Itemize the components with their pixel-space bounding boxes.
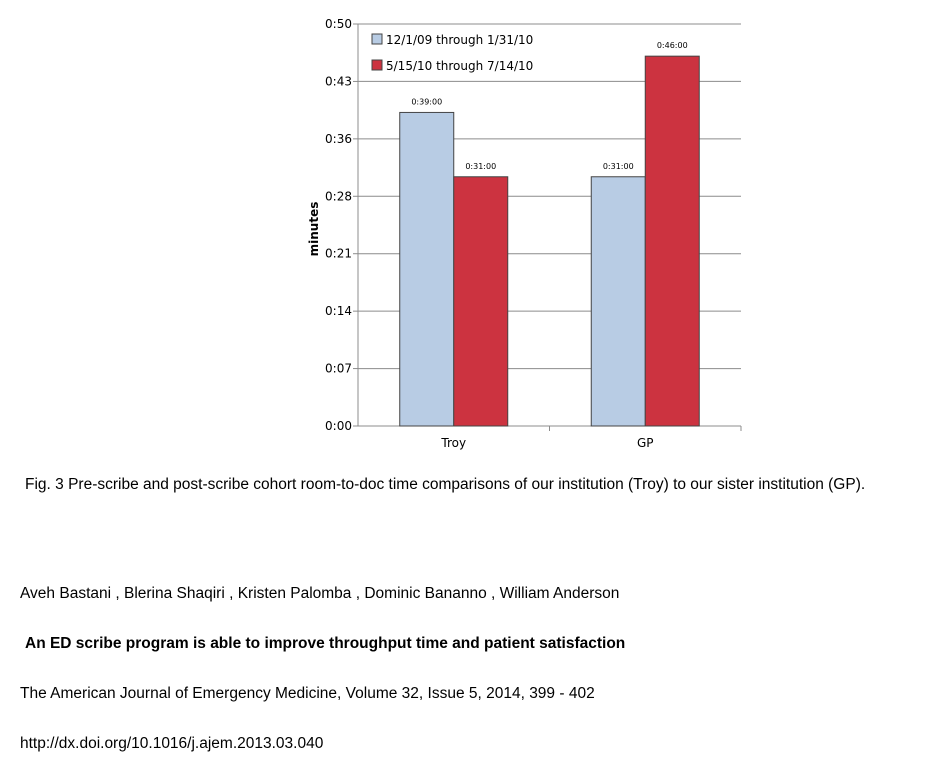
data-label: 0:31:00 bbox=[602, 161, 634, 171]
data-label: 0:46:00 bbox=[656, 41, 688, 51]
y-tick-label: 0:14 bbox=[325, 304, 352, 319]
legend-label: 12/1/09 through 1/31/10 bbox=[386, 33, 534, 47]
legend-swatch bbox=[372, 60, 382, 70]
bar bbox=[645, 56, 699, 426]
x-tick-label: Troy bbox=[441, 436, 467, 450]
y-tick-label: 0:21 bbox=[325, 246, 352, 261]
y-tick-label: 0:43 bbox=[325, 74, 352, 89]
y-tick-label: 0:36 bbox=[325, 131, 352, 146]
author-list: Aveh Bastani , Blerina Shaqiri , Kristen Palomba , Dominic Bananno , William Anderson bbox=[20, 585, 620, 602]
y-tick-label: 0:00 bbox=[325, 419, 352, 433]
paper-title: An ED scribe program is able to improve throughput time and patient satisfaction bbox=[25, 635, 626, 652]
bar bbox=[400, 112, 454, 426]
doi-link[interactable]: http://dx.doi.org/10.1016/j.ajem.2013.03.040 bbox=[20, 735, 324, 752]
y-axis-label: minutes bbox=[307, 201, 321, 257]
bar bbox=[454, 177, 508, 426]
bar bbox=[591, 177, 645, 426]
journal-citation: The American Journal of Emergency Medicine, Volume 32, Issue 5, 2014, 399 - 402 bbox=[20, 685, 595, 702]
data-label: 0:31:00 bbox=[465, 161, 497, 171]
y-tick-label: 0:50 bbox=[325, 17, 352, 31]
y-tick-label: 0:07 bbox=[325, 361, 352, 376]
legend-swatch bbox=[372, 34, 382, 44]
y-tick-label: 0:28 bbox=[325, 189, 352, 204]
legend-label: 5/15/10 through 7/14/10 bbox=[386, 59, 534, 73]
x-tick-label: GP bbox=[636, 436, 654, 450]
data-label: 0:39:00 bbox=[411, 97, 443, 107]
figure-caption: Fig. 3 Pre-scribe and post-scribe cohort room-to-doc time comparisons of our institution (Troy) to our sister institution (GP). bbox=[25, 476, 866, 493]
